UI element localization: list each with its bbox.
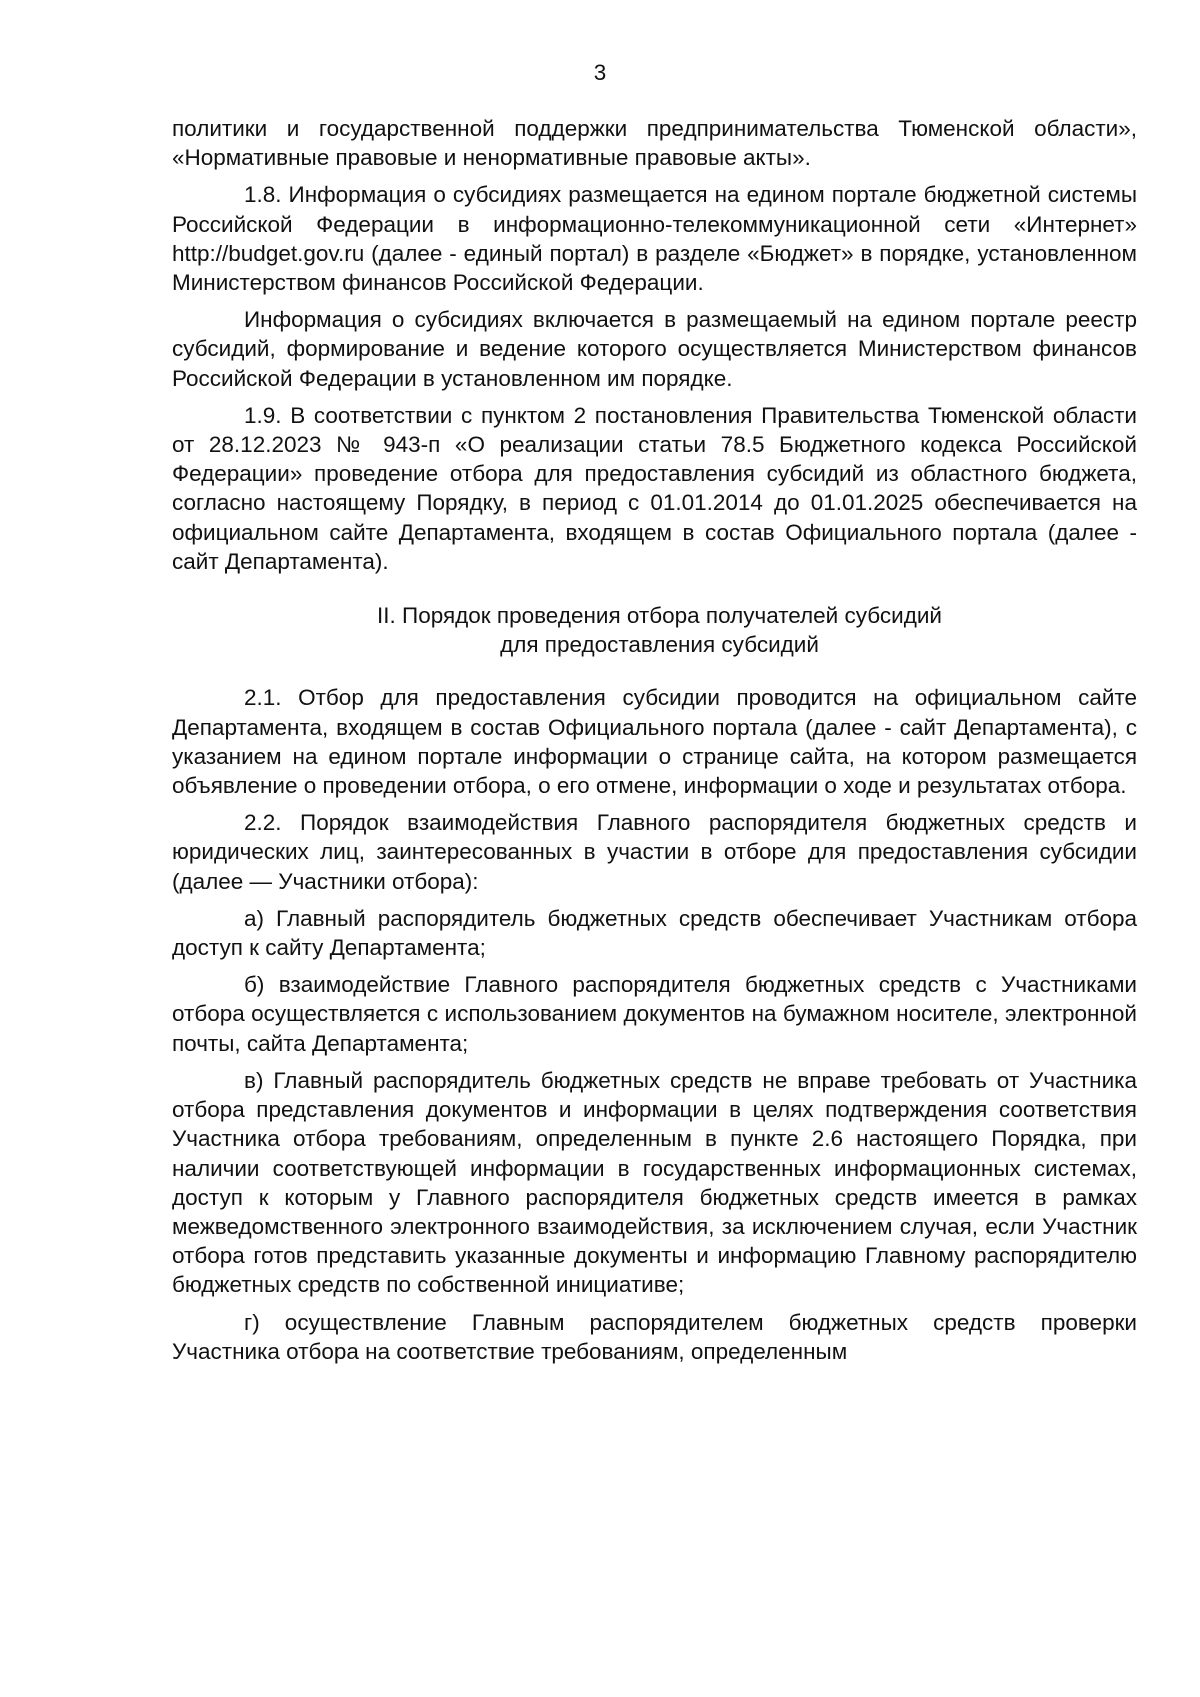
paragraph-2-2-v: в) Главный распорядитель бюджетных средств не вправе требовать от Участника отбора представления документов и информации в целях подтверждения соответствия Участника отбора требованиям, определенным в пункте 2.6 настоящего Порядка, при наличии соответствующей информации в государственных информационных системах, доступ к которым у Главного распорядителя бюджетных средств имеется в рамках межведомственного электронного взаимодействия, за исключением случая, если Участник отбора готов представить указанные документы и информацию Главному распорядителю бюджетных средств по собственной инициативе; — [172, 1067, 1137, 1298]
document-body — [172, 114, 1137, 1366]
paragraph-2-2-g: г) осуществление Главным распорядителем бюджетных средств проверки Участника отбора на соответствие требованиям, определенным — [172, 1309, 1137, 1364]
paragraph-continuation: политики и государственной поддержки предпринимательства Тюменской области», «Нормативные правовые и ненормативные правовые акты». — [172, 116, 1137, 171]
paragraph-1-8: 1.8. Информация о субсидиях размещается на едином портале бюджетной системы Российской Федерации в информационно-телекоммуникационной сети «Интернет» http://budget.gov.ru (далее - единый портал) в разделе «Бюджет» в порядке, установленном Министерством финансов Российской Федерации. — [172, 182, 1137, 296]
page-number: 3 — [593, 60, 607, 85]
paragraph-2-2-a: а) Главный распорядитель бюджетных средств обеспечивает Участникам отбора доступ к сайту Департамента; — [172, 905, 1137, 961]
section-heading — [172, 601, 1137, 659]
section-heading-line-1: II. Порядок проведения отбора получателей субсидий — [377, 603, 942, 629]
paragraph-2-2: 2.2. Порядок взаимодействия Главного распорядителя бюджетных средств и юридических лиц, заинтересованных в участии в отборе для предоставления субсидии (далее — Участники отбора): — [172, 810, 1137, 894]
paragraph-subsidy-registry: Информация о субсидиях включается в размещаемый на едином портале реестр субсидий, формирование и ведение которого осуществляется Министерством финансов Российской Федерации в установленном им порядке. — [172, 307, 1137, 391]
section-heading-line-2: для предоставления субсидий — [500, 632, 819, 658]
paragraph-2-1: 2.1. Отбор для предоставления субсидии проводится на официальном сайте Департамента, входящем в состав Официального портала (далее - сайт Департамента), с указанием на едином портале информации о странице сайта, на котором размещается объявление о проведении отбора, о его отмене, информации о ходе и результатах отбора. — [172, 685, 1137, 799]
paragraph-2-2-b: б) взаимодействие Главного распорядителя бюджетных средств с Участниками отбора осуществляется с использованием документов на бумажном носителе, электронной почты, сайта Департамента; — [172, 972, 1137, 1056]
paragraph-1-9: 1.9. В соответствии с пунктом 2 постановления Правительства Тюменской области от 28.12.2023 № 943-п «О реализации статьи 78.5 Бюджетного кодекса Российской Федерации» проведение отбора для предоставления субсидий из областного бюджета, согласно настоящему Порядку, в период с 01.01.2014 до 01.01.2025 обеспечивается на официальном сайте Департамента, входящем в состав Официального портала (далее - сайт Департамента). — [172, 402, 1137, 574]
